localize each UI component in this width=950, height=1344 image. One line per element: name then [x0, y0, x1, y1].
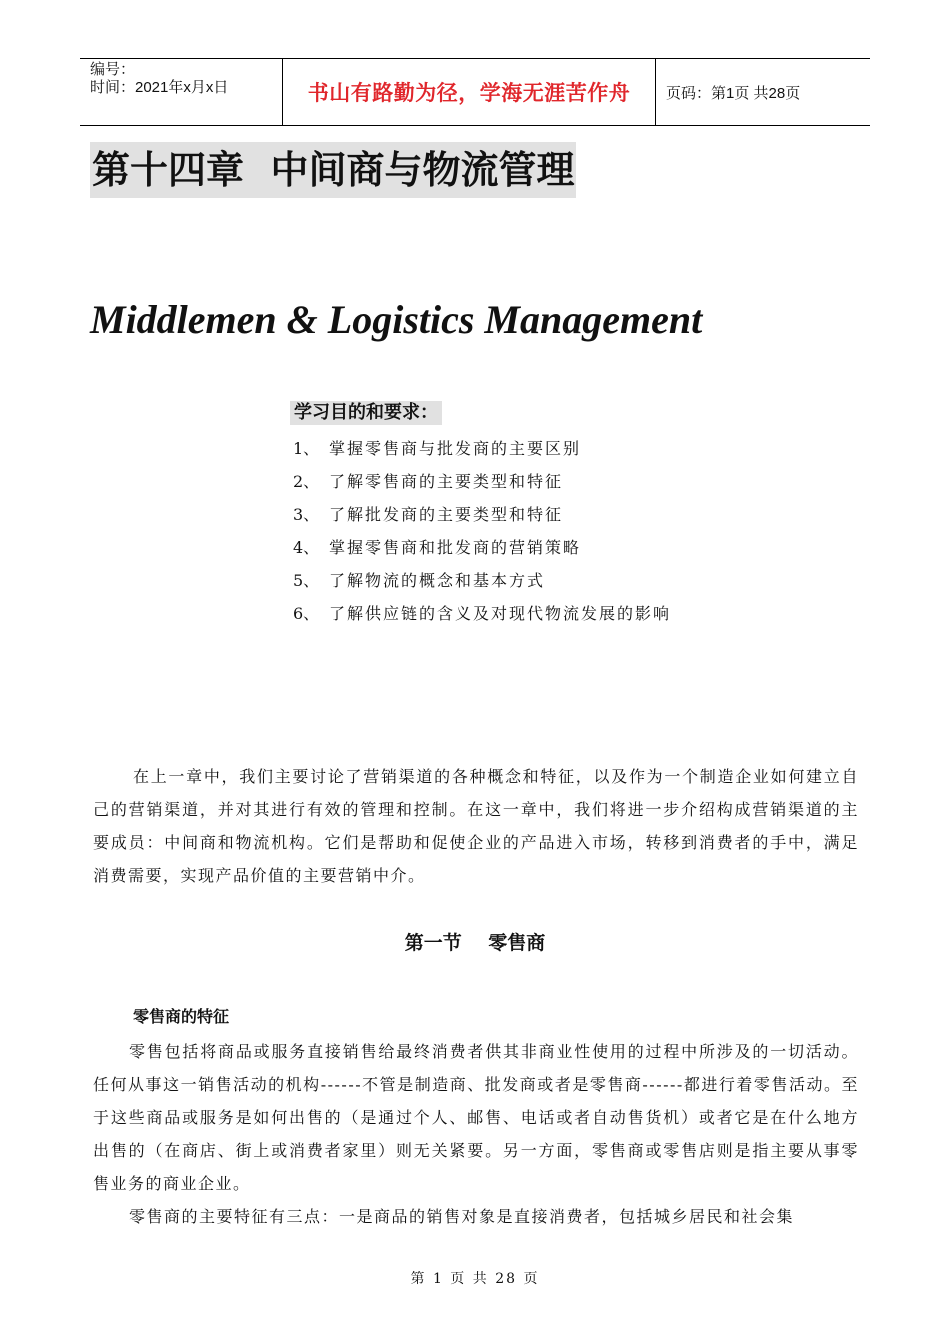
list-item-number: 5、 — [293, 571, 320, 590]
list-item-number: 1、 — [293, 439, 320, 458]
list-item-number: 6、 — [293, 604, 320, 623]
list-item-number: 3、 — [293, 505, 320, 524]
document-number-label: 编号： — [90, 61, 136, 78]
list-item — [293, 564, 671, 597]
list-item-text: 了解批发商的主要类型和特征 — [329, 505, 564, 524]
list-item — [293, 531, 671, 564]
list-item-number: 2、 — [293, 472, 320, 491]
chapter-title: 第十四章 中间商与物流管理 — [90, 142, 576, 198]
list-item-text: 了解物流的概念和基本方式 — [329, 571, 546, 590]
list-item — [293, 465, 671, 498]
list-item-text: 了解供应链的含义及对现代物流发展的影响 — [329, 604, 672, 623]
body-paragraph: 零售商的主要特征有三点：一是商品的销售对象是直接消费者，包括城乡居民和社会集 — [129, 1207, 795, 1226]
list-item-text: 了解零售商的主要类型和特征 — [329, 472, 564, 491]
list-item — [293, 498, 671, 531]
header-motto-cell — [282, 59, 656, 125]
objectives-heading: 学习目的和要求： — [290, 401, 442, 425]
english-title: Middlemen & Logistics Management — [90, 297, 703, 342]
list-item — [293, 597, 671, 630]
intro-paragraph: 在上一章中，我们主要讨论了营销渠道的各种概念和特征，以及作为一个制造企业如何建立自己的营销渠道，并对其进行有效的管理和控制。在这一章中，我们将进一步介绍构成营销渠道的主要成员：中间商和物流机构。它们是帮助和促使企业的产品进入市场，转移到消费者的手中，满足消费需要，实现产品价值的主要营销中介。 — [93, 767, 859, 885]
list-item-number: 4、 — [293, 538, 320, 557]
section-title: 第一节 零售商 — [404, 932, 546, 954]
list-item-text: 掌握零售商和批发商的营销策略 — [329, 538, 582, 557]
list-item — [293, 432, 671, 465]
subheading: 零售商的特征 — [133, 1007, 230, 1026]
document-header — [80, 58, 870, 126]
header-meta — [80, 59, 282, 125]
body-paragraph: 零售包括将商品或服务直接销售给最终消费者供其非商业性使用的过程中所涉及的一切活动。任何从事这一销售活动的机构------不管是制造商、批发商或者是零售商------都进行着零售活动。至于这些商品或服务是如何出售的（是通过个人、邮售、电话或者自动售货机）或者它是在什么地方出售的（在商店、街上或消费者家里）则无关紧要。另一方面，零售商或零售店则是指主要从事零售业务的商业企业。 — [93, 1042, 859, 1193]
document-time-label: 时间：2021年x月x日 — [90, 79, 229, 96]
objectives-list — [293, 432, 671, 630]
header-motto: 书山有路勤为径，学海无涯苦作舟 — [307, 81, 631, 105]
header-page-info: 页码：第1页 共28页 — [666, 84, 801, 102]
page-footer: 第 1 页 共 28 页 — [410, 1271, 540, 1287]
list-item-text: 掌握零售商与批发商的主要区别 — [329, 439, 582, 458]
